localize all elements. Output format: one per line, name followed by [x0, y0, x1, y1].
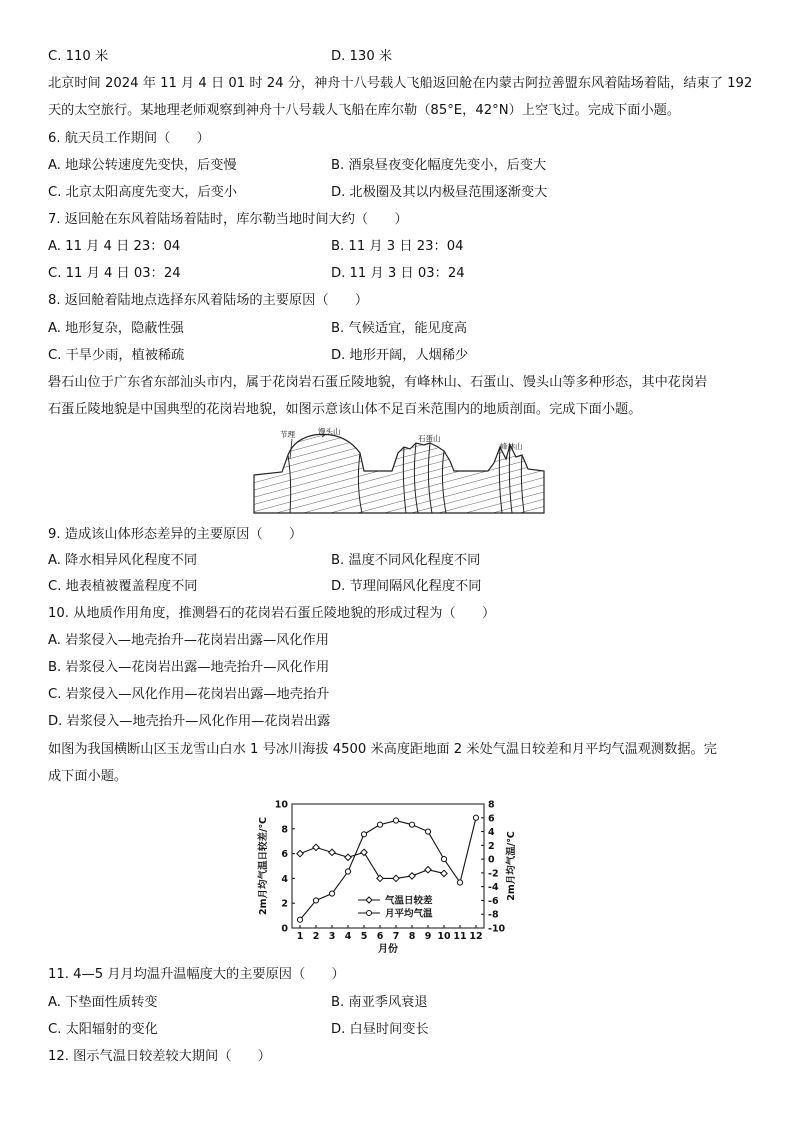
question-11-option-b: B. 南亚季风衰退	[331, 995, 428, 1010]
question-11-option-c: C. 太阳辐射的变化	[48, 1022, 158, 1037]
right-tick-label: -2	[488, 868, 499, 880]
x-tick-label: 11	[453, 931, 467, 942]
question-9-option-a: A. 降水相异风化程度不同	[48, 553, 198, 568]
circle-point	[313, 898, 318, 903]
geological-profile-figure	[252, 425, 546, 515]
label-mantou-hill: 馒头山	[318, 427, 341, 436]
legend-label: 气温日较差	[385, 895, 433, 907]
left-tick-label: 0	[281, 923, 288, 935]
question-6-option-b: B. 酒泉昼夜变化幅度先变小，后变大	[331, 158, 547, 173]
question-12-stem: 12. 图示气温日较差较大期间（ ）	[48, 1049, 271, 1064]
passage-3-line-2: 成下面小题。	[48, 769, 128, 784]
question-8-option-b: B. 气候适宜，能见度高	[331, 321, 468, 336]
question-8-option-d: D. 地形开阔，人烟稀少	[331, 348, 469, 363]
right-tick-label: 2	[488, 840, 495, 852]
legend-circle-icon	[367, 911, 372, 916]
x-tick-label: 9	[424, 931, 432, 942]
left-tick-label: 8	[281, 824, 288, 836]
left-y-axis-label: 2m月均气温日较差/℃	[258, 817, 269, 915]
question-9-stem: 9. 造成该山体形态差异的主要原因（ ）	[48, 527, 303, 542]
circle-point	[377, 822, 382, 827]
circle-point	[393, 818, 398, 823]
question-11-option-d: D. 白昼时间变长	[331, 1022, 429, 1037]
label-egg-stone-hill: 石蛋山	[418, 434, 441, 443]
question-11-stem: 11. 4—5 月月均温升温幅度大的主要原因（ ）	[48, 967, 345, 982]
option-c-prev: C. 110 米	[48, 49, 109, 64]
x-tick-label: 1	[296, 931, 304, 942]
diamond-point	[441, 870, 447, 876]
question-9-option-d: D. 节理间隔风化程度不同	[331, 579, 482, 594]
question-6-stem: 6. 航天员工作期间（ ）	[48, 131, 210, 146]
temperature-chart	[252, 794, 542, 960]
question-6-option-c: C. 北京太阳高度先变大，后变小	[48, 185, 238, 200]
left-tick-label: 4	[281, 873, 288, 885]
right-tick-label: 8	[488, 799, 495, 811]
diamond-point	[393, 875, 399, 881]
question-7-option-d: D. 11 月 3 日 03：24	[331, 266, 465, 281]
circle-point	[457, 880, 462, 885]
label-peak-forest-hill: 峰林山	[500, 442, 523, 451]
x-tick-label: 10	[437, 931, 451, 942]
left-tick-label: 10	[274, 799, 288, 811]
passage-3-line-1: 如图为我国横断山区玉龙雪山白水 1 号冰川海拔 4500 米高度距地面 2 米处气温日较差和月平均气温观测数据。完	[48, 742, 717, 757]
x-tick-label: 5	[360, 931, 368, 942]
circle-point	[297, 917, 302, 922]
x-tick-label: 7	[392, 931, 400, 942]
diamond-point	[409, 873, 415, 879]
passage-2-line-1: 礐石山位于广东省东部汕头市内，属于花岗岩石蛋丘陵地貌，有峰林山、石蛋山、馒头山等多种形态，其中花岗岩	[48, 375, 708, 390]
x-tick-label: 2	[312, 931, 320, 942]
diamond-point	[345, 854, 351, 860]
question-10-option-b: B. 岩浆侵入—花岗岩出露—地壳抬升—风化作用	[48, 660, 330, 675]
diamond-point	[297, 850, 303, 856]
circle-point	[345, 869, 350, 874]
circle-point	[425, 829, 430, 834]
question-6-option-a: A. 地球公转速度先变快，后变慢	[48, 158, 237, 173]
series-line-0	[300, 847, 444, 878]
right-tick-label: 0	[488, 854, 495, 866]
left-tick-label: 2	[281, 898, 288, 910]
right-tick-label: -10	[488, 923, 506, 935]
diamond-point	[361, 849, 367, 855]
circle-point	[361, 832, 366, 837]
diamond-point	[329, 849, 335, 855]
question-7-option-b: B. 11 月 3 日 23：04	[331, 239, 464, 254]
passage-1-line-2: 天的太空旅行。某地理老师观察到神舟十八号载人飞船在库尔勒（85°E，42°N）上空飞过。完成下面小题。	[48, 103, 681, 118]
diamond-point	[425, 867, 431, 873]
passage-1-line-1: 北京时间 2024 年 11 月 4 日 01 时 24 分，神舟十八号载人飞船返回舱在内蒙古阿拉善盟东风着陆场着陆，结束了 192	[48, 76, 753, 91]
x-tick-label: 4	[344, 931, 352, 942]
question-8-option-a: A. 地形复杂，隐蔽性强	[48, 321, 184, 336]
x-tick-label: 3	[328, 931, 336, 942]
circle-point	[441, 857, 446, 862]
circle-point	[409, 822, 414, 827]
right-tick-label: 6	[488, 813, 495, 825]
right-tick-label: -4	[488, 882, 499, 894]
question-8-option-c: C. 干旱少雨，植被稀疏	[48, 348, 185, 363]
question-8-stem: 8. 返回舱着陆地点选择东风着陆场的主要原因（ ）	[48, 293, 369, 308]
label-joint: 节理	[280, 430, 295, 439]
question-9-option-b: B. 温度不同风化程度不同	[331, 553, 481, 568]
x-tick-label: 12	[469, 931, 483, 942]
right-y-axis-label: 2m月均气温/℃	[506, 831, 517, 901]
passage-2-line-2: 石蛋丘陵地貌是中国典型的花岗岩地貌，如图示意该山体不足百米范围内的地质剖面。完成下面小题。	[48, 402, 642, 417]
right-tick-label: 4	[488, 827, 495, 839]
legend-diamond-icon	[366, 897, 372, 903]
x-tick-label: 8	[408, 931, 416, 942]
question-11-option-a: A. 下垫面性质转变	[48, 995, 158, 1010]
x-axis-label: 月份	[378, 944, 398, 955]
left-tick-label: 6	[281, 849, 288, 861]
question-7-stem: 7. 返回舱在东风着陆场着陆时，库尔勒当地时间大约（ ）	[48, 212, 408, 227]
question-10-option-a: A. 岩浆侵入—地壳抬升—花岗岩出露—风化作用	[48, 633, 329, 648]
diamond-point	[313, 844, 319, 850]
question-7-option-a: A. 11 月 4 日 23：04	[48, 239, 181, 254]
circle-point	[473, 815, 478, 820]
right-tick-label: -8	[488, 909, 499, 921]
circle-point	[329, 891, 334, 896]
question-10-stem: 10. 从地质作用角度，推测礐石的花岗岩石蛋丘陵地貌的形成过程为（ ）	[48, 606, 496, 621]
option-d-prev: D. 130 米	[331, 49, 393, 64]
question-6-option-d: D. 北极圈及其以内极昼范围逐渐变大	[331, 185, 548, 200]
question-7-option-c: C. 11 月 4 日 03：24	[48, 266, 181, 281]
question-9-option-c: C. 地表植被覆盖程度不同	[48, 579, 198, 594]
x-tick-label: 6	[376, 931, 384, 942]
question-10-option-d: D. 岩浆侵入—地壳抬升—风化作用—花岗岩出露	[48, 714, 331, 729]
diamond-point	[377, 875, 383, 881]
legend-label: 月平均气温	[385, 908, 433, 920]
right-tick-label: -6	[488, 895, 499, 907]
question-10-option-c: C. 岩浆侵入—风化作用—花岗岩出露—地壳抬升	[48, 687, 330, 702]
